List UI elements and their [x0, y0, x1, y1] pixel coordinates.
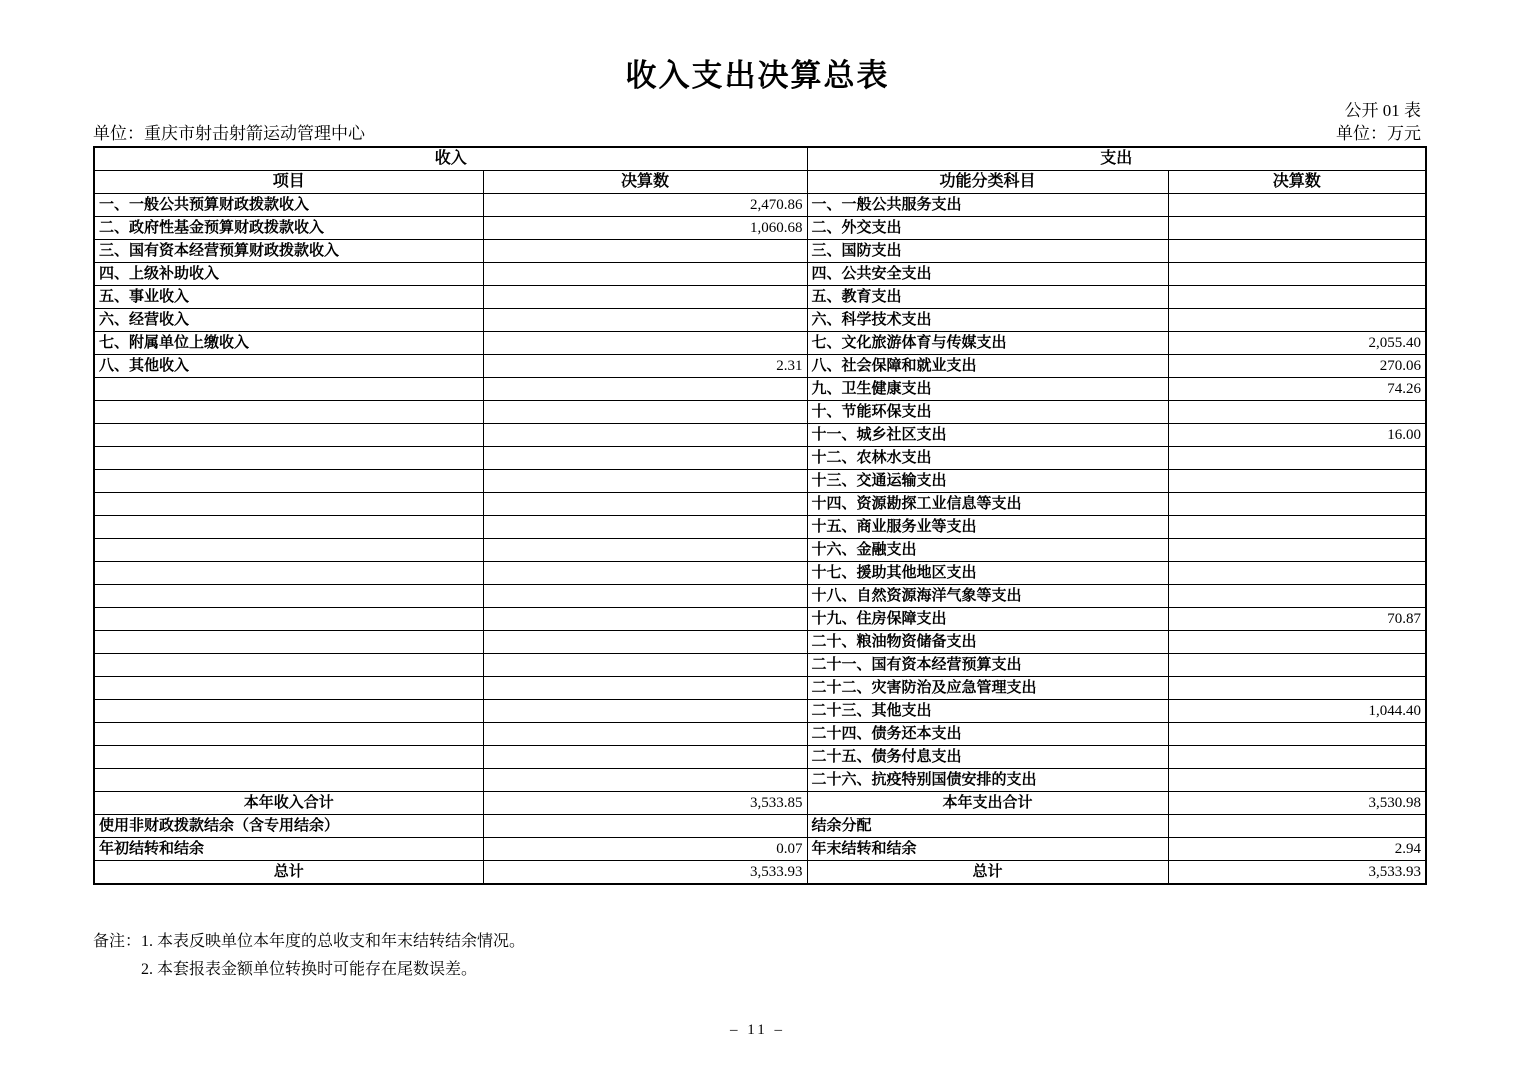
expense-value-cell	[1168, 769, 1426, 792]
income-value-cell	[483, 493, 807, 516]
expense-value-cell: 270.06	[1168, 355, 1426, 378]
group-header-row	[94, 147, 1426, 171]
income-item-cell	[94, 470, 483, 493]
expense-item-column-header: 功能分类科目	[807, 171, 1168, 194]
table-row	[94, 378, 1426, 401]
table-row	[94, 470, 1426, 493]
expense-item-cell: 十四、资源勘探工业信息等支出	[807, 493, 1168, 516]
expense-item-cell: 八、社会保障和就业支出	[807, 355, 1168, 378]
table-row	[94, 401, 1426, 424]
expense-value-cell	[1168, 470, 1426, 493]
income-item-cell	[94, 631, 483, 654]
expense-item-cell: 十一、城乡社区支出	[807, 424, 1168, 447]
expense-value-cell	[1168, 539, 1426, 562]
table-row	[94, 654, 1426, 677]
income-item-cell: 七、附属单位上缴收入	[94, 332, 483, 355]
table-row	[94, 677, 1426, 700]
expense-item-cell: 十九、住房保障支出	[807, 608, 1168, 631]
table-header	[94, 147, 1426, 194]
income-value-cell	[483, 746, 807, 769]
expense-value-cell: 70.87	[1168, 608, 1426, 631]
income-value-cell	[483, 585, 807, 608]
expense-value-cell	[1168, 217, 1426, 240]
column-header-row	[94, 171, 1426, 194]
page-title: 收入支出决算总表	[625, 58, 890, 93]
income-item-cell: 六、经营收入	[94, 309, 483, 332]
table-row	[94, 608, 1426, 631]
expense-item-cell: 年末结转和结余	[807, 838, 1168, 861]
income-group-header: 收入	[94, 147, 807, 171]
expense-value-cell	[1168, 240, 1426, 263]
income-item-cell	[94, 585, 483, 608]
income-item-cell: 年初结转和结余	[94, 838, 483, 861]
notes-block	[93, 928, 525, 984]
note-line: 1. 本表反映单位本年度的总收支和年末结转结余情况。	[141, 933, 526, 950]
table-row	[94, 286, 1426, 309]
income-value-cell	[483, 700, 807, 723]
table-row	[94, 516, 1426, 539]
income-value-cell: 2,470.86	[483, 194, 807, 217]
expense-value-cell: 2,055.40	[1168, 332, 1426, 355]
expense-value-cell: 3,533.93	[1168, 861, 1426, 885]
expense-item-cell: 七、文化旅游体育与传媒支出	[807, 332, 1168, 355]
expense-value-cell: 16.00	[1168, 424, 1426, 447]
income-item-cell	[94, 723, 483, 746]
expense-item-cell: 三、国防支出	[807, 240, 1168, 263]
income-item-cell	[94, 516, 483, 539]
expense-value-cell	[1168, 447, 1426, 470]
table-row	[94, 263, 1426, 286]
table-row	[94, 447, 1426, 470]
income-value-cell: 3,533.85	[483, 792, 807, 815]
expense-item-cell: 五、教育支出	[807, 286, 1168, 309]
income-item-cell	[94, 539, 483, 562]
table-row	[94, 838, 1426, 861]
table-row	[94, 539, 1426, 562]
income-item-cell	[94, 562, 483, 585]
income-value-cell	[483, 608, 807, 631]
income-value-cell	[483, 263, 807, 286]
expense-item-cell: 十三、交通运输支出	[807, 470, 1168, 493]
income-item-cell: 三、国有资本经营预算财政拨款收入	[94, 240, 483, 263]
income-value-cell	[483, 447, 807, 470]
page-number: – 11 –	[730, 1022, 785, 1038]
income-value-cell	[483, 286, 807, 309]
expense-item-cell: 结余分配	[807, 815, 1168, 838]
table-row	[94, 493, 1426, 516]
expense-item-cell: 本年支出合计	[807, 792, 1168, 815]
expense-value-cell	[1168, 401, 1426, 424]
expense-item-cell: 二十二、灾害防治及应急管理支出	[807, 677, 1168, 700]
expense-value-cell	[1168, 677, 1426, 700]
income-item-cell: 五、事业收入	[94, 286, 483, 309]
income-value-cell	[483, 631, 807, 654]
expense-item-cell: 二十三、其他支出	[807, 700, 1168, 723]
table-row	[94, 700, 1426, 723]
table-row	[94, 562, 1426, 585]
income-item-cell: 一、一般公共预算财政拨款收入	[94, 194, 483, 217]
expense-item-cell: 二、外交支出	[807, 217, 1168, 240]
income-value-cell	[483, 815, 807, 838]
table-row	[94, 355, 1426, 378]
expense-item-cell: 二十、粮油物资储备支出	[807, 631, 1168, 654]
table-row	[94, 861, 1426, 885]
income-value-cell	[483, 240, 807, 263]
expense-item-cell: 十六、金融支出	[807, 539, 1168, 562]
expense-item-cell: 十七、援助其他地区支出	[807, 562, 1168, 585]
doc-number-label: 公开 01 表	[1344, 101, 1421, 120]
expense-item-cell: 一、一般公共服务支出	[807, 194, 1168, 217]
table-row	[94, 631, 1426, 654]
income-item-cell	[94, 746, 483, 769]
table-row	[94, 746, 1426, 769]
income-item-cell	[94, 424, 483, 447]
expense-value-cell	[1168, 194, 1426, 217]
expense-value-cell	[1168, 723, 1426, 746]
income-item-cell: 总计	[94, 861, 483, 885]
expense-value-cell	[1168, 746, 1426, 769]
income-value-cell	[483, 723, 807, 746]
income-value-cell	[483, 769, 807, 792]
expense-group-header: 支出	[807, 147, 1426, 171]
notes-label: 备注：	[93, 933, 142, 950]
income-value-cell	[483, 424, 807, 447]
table-row	[94, 723, 1426, 746]
income-item-cell: 八、其他收入	[94, 355, 483, 378]
expense-item-cell: 四、公共安全支出	[807, 263, 1168, 286]
table-row	[94, 424, 1426, 447]
expense-value-cell: 2.94	[1168, 838, 1426, 861]
expense-value-cell	[1168, 309, 1426, 332]
income-item-cell	[94, 378, 483, 401]
income-item-cell	[94, 677, 483, 700]
expense-item-cell: 九、卫生健康支出	[807, 378, 1168, 401]
notes-items	[141, 928, 525, 984]
expense-item-cell: 二十五、债务付息支出	[807, 746, 1168, 769]
income-item-cell: 四、上级补助收入	[94, 263, 483, 286]
income-item-cell: 本年收入合计	[94, 792, 483, 815]
income-item-cell: 使用非财政拨款结余（含专用结余）	[94, 815, 483, 838]
income-value-cell: 1,060.68	[483, 217, 807, 240]
expense-item-cell: 总计	[807, 861, 1168, 885]
expense-value-column-header: 决算数	[1168, 171, 1426, 194]
income-value-cell	[483, 562, 807, 585]
expense-item-cell: 十、节能环保支出	[807, 401, 1168, 424]
expense-value-cell	[1168, 263, 1426, 286]
table-row	[94, 792, 1426, 815]
income-item-cell	[94, 700, 483, 723]
table-row	[94, 217, 1426, 240]
income-item-cell	[94, 401, 483, 424]
unit-currency-label: 单位：万元	[1336, 124, 1421, 143]
expense-value-cell	[1168, 516, 1426, 539]
income-item-column-header: 项目	[94, 171, 483, 194]
expense-item-cell: 二十四、债务还本支出	[807, 723, 1168, 746]
expense-item-cell: 六、科学技术支出	[807, 309, 1168, 332]
expense-item-cell: 二十一、国有资本经营预算支出	[807, 654, 1168, 677]
expense-value-cell: 1,044.40	[1168, 700, 1426, 723]
accounts-table	[93, 146, 1427, 885]
expense-value-cell	[1168, 562, 1426, 585]
expense-value-cell	[1168, 815, 1426, 838]
income-value-cell	[483, 401, 807, 424]
expense-value-cell	[1168, 631, 1426, 654]
income-item-cell	[94, 769, 483, 792]
expense-value-cell: 74.26	[1168, 378, 1426, 401]
income-value-cell: 3,533.93	[483, 861, 807, 885]
income-value-cell	[483, 332, 807, 355]
table-row	[94, 194, 1426, 217]
income-item-cell	[94, 493, 483, 516]
income-value-column-header: 决算数	[483, 171, 807, 194]
income-value-cell	[483, 470, 807, 493]
table-row	[94, 332, 1426, 355]
income-item-cell	[94, 608, 483, 631]
income-item-cell: 二、政府性基金预算财政拨款收入	[94, 217, 483, 240]
expense-value-cell: 3,530.98	[1168, 792, 1426, 815]
expense-value-cell	[1168, 585, 1426, 608]
expense-value-cell	[1168, 654, 1426, 677]
expense-value-cell	[1168, 493, 1426, 516]
income-value-cell: 2.31	[483, 355, 807, 378]
income-item-cell	[94, 654, 483, 677]
expense-item-cell: 十八、自然资源海洋气象等支出	[807, 585, 1168, 608]
expense-value-cell	[1168, 286, 1426, 309]
income-value-cell	[483, 539, 807, 562]
income-value-cell: 0.07	[483, 838, 807, 861]
expense-item-cell: 二十六、抗疫特别国债安排的支出	[807, 769, 1168, 792]
table-row	[94, 815, 1426, 838]
table-body	[94, 194, 1426, 885]
income-value-cell	[483, 654, 807, 677]
income-value-cell	[483, 309, 807, 332]
expense-item-cell: 十二、农林水支出	[807, 447, 1168, 470]
income-value-cell	[483, 516, 807, 539]
table-row	[94, 585, 1426, 608]
table-row	[94, 309, 1426, 332]
table-row	[94, 240, 1426, 263]
unit-name-label: 单位：重庆市射击射箭运动管理中心	[93, 124, 365, 143]
note-line: 2. 本套报表金额单位转换时可能存在尾数误差。	[141, 961, 478, 978]
table-row	[94, 769, 1426, 792]
income-item-cell	[94, 447, 483, 470]
income-value-cell	[483, 378, 807, 401]
income-value-cell	[483, 677, 807, 700]
expense-item-cell: 十五、商业服务业等支出	[807, 516, 1168, 539]
